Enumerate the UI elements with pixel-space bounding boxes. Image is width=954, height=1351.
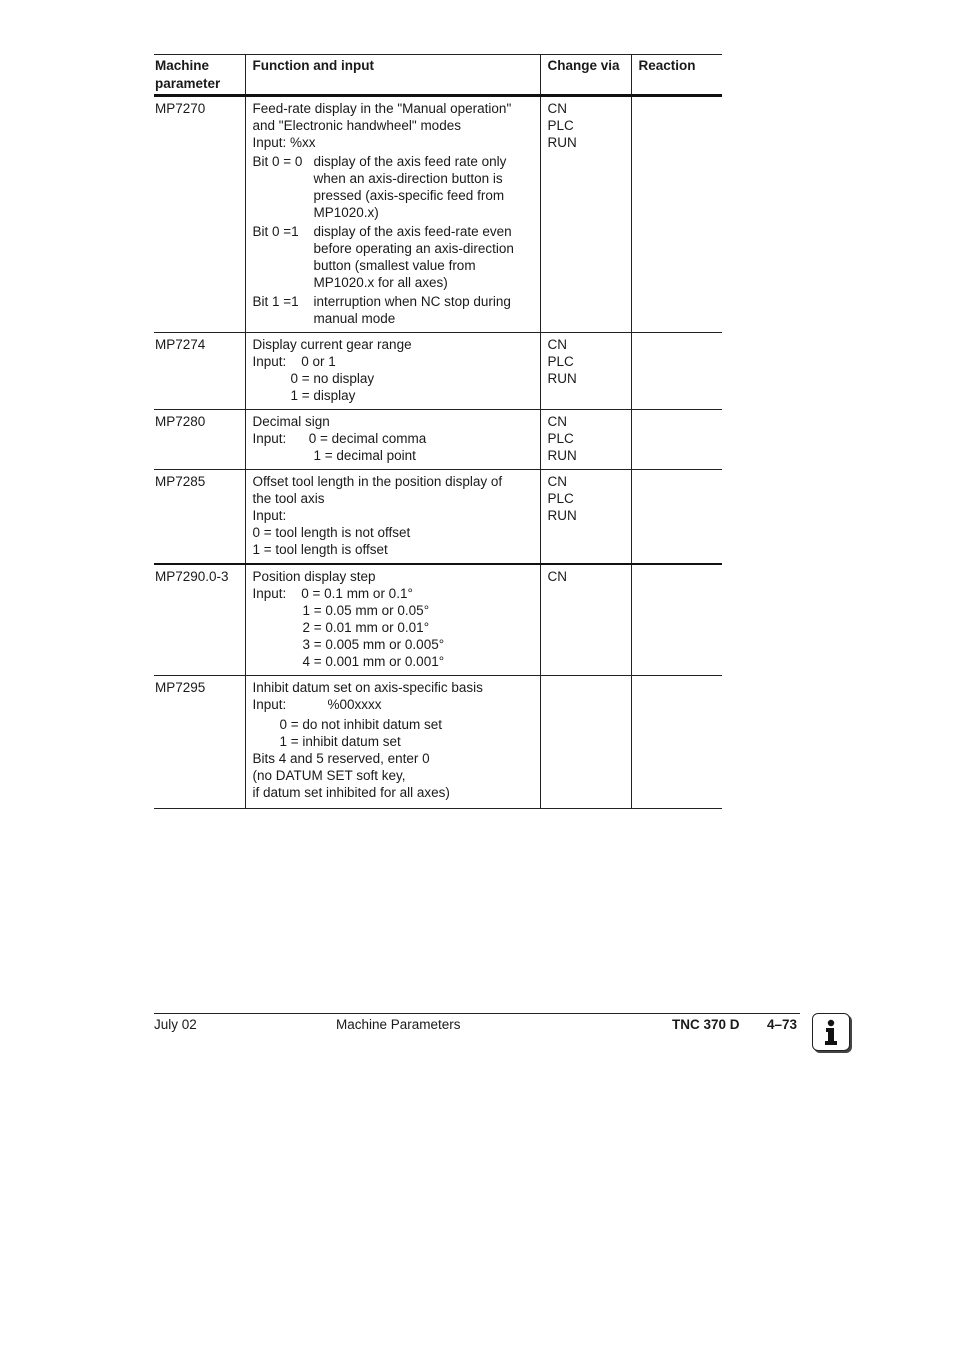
reaction-cell <box>631 564 722 676</box>
function-cell <box>245 333 540 410</box>
function-cell <box>245 470 540 565</box>
machine-parameter-table <box>154 54 722 809</box>
option-line: 0 = do not inhibit datum set <box>279 717 442 732</box>
function-line: Input: <box>252 508 287 523</box>
table-row <box>154 410 722 470</box>
footer-date: July 02 <box>154 1017 197 1032</box>
function-line: and "Electronic handwheel" modes <box>252 118 461 133</box>
function-line: (no DATUM SET soft key, <box>252 768 406 783</box>
change-via-value: CN <box>547 101 567 116</box>
bit-value: display of the axis feed rate only when an axis-direction button is pressed (axis-specific feed from MP1020.x) <box>313 154 507 220</box>
option-line: 1 = 0.05 mm or 0.05° <box>302 603 430 618</box>
parameter-id: MP7274 <box>154 333 245 410</box>
table-row <box>154 470 722 565</box>
header-machine-parameter: Machine parameter <box>154 55 245 96</box>
table-row <box>154 676 722 809</box>
bit-key: Bit 1 =1 <box>252 294 299 309</box>
change-via-value: RUN <box>547 371 577 386</box>
function-line: the tool axis <box>252 491 325 506</box>
table-row <box>154 564 722 676</box>
change-via-value: PLC <box>547 491 574 506</box>
header-change-via: Change via <box>540 55 631 96</box>
change-via-value: PLC <box>547 118 574 133</box>
reaction-cell <box>631 96 722 333</box>
function-line: Input: 0 = 0.1 mm or 0.1° <box>252 586 413 601</box>
table-header-row <box>154 55 722 96</box>
table-row <box>154 333 722 410</box>
option-line: 1 = display <box>290 388 356 403</box>
change-via-cell <box>540 564 631 676</box>
bit-definition <box>253 293 540 327</box>
option-line: 0 = no display <box>290 371 375 386</box>
change-via-value: CN <box>547 414 567 429</box>
change-via-value: PLC <box>547 431 574 446</box>
function-line: Input: 0 or 1 <box>252 354 336 369</box>
change-via-cell <box>540 470 631 565</box>
parameter-id: MP7270 <box>154 96 245 333</box>
function-line: Input: 0 = decimal comma <box>252 431 427 446</box>
change-via-value: CN <box>547 474 567 489</box>
function-line: if datum set inhibited for all axes) <box>252 785 450 800</box>
function-line: Position display step <box>252 569 376 584</box>
function-line: 0 = tool length is not offset <box>252 525 411 540</box>
bit-key: Bit 0 = 0 <box>252 154 303 169</box>
change-via-value: RUN <box>547 448 577 463</box>
table-row <box>154 96 722 333</box>
function-cell <box>245 564 540 676</box>
function-line: 1 = tool length is offset <box>252 542 388 557</box>
function-line: Input: %00xxxx <box>252 697 382 712</box>
bit-definition <box>253 153 540 221</box>
function-line: Feed-rate display in the "Manual operation" <box>252 101 512 116</box>
change-via-value: RUN <box>547 508 577 523</box>
function-line: Bits 4 and 5 reserved, enter 0 <box>252 751 430 766</box>
reaction-cell <box>631 333 722 410</box>
change-via-value: RUN <box>547 135 577 150</box>
option-line: 2 = 0.01 mm or 0.01° <box>302 620 430 635</box>
header-reaction: Reaction <box>631 55 722 96</box>
footer-section-title: Machine Parameters <box>336 1017 461 1032</box>
function-line: Display current gear range <box>252 337 412 352</box>
function-line: Decimal sign <box>252 414 330 429</box>
change-via-value: PLC <box>547 354 574 369</box>
info-icon <box>812 1013 850 1051</box>
footer-divider <box>154 1013 800 1014</box>
function-line: Input: %xx <box>252 135 316 150</box>
parameter-id: MP7285 <box>154 470 245 565</box>
function-line: Offset tool length in the position display of <box>252 474 503 489</box>
function-cell <box>245 676 540 809</box>
parameter-id: MP7280 <box>154 410 245 470</box>
function-line: Inhibit datum set on axis-specific basis <box>252 680 483 695</box>
option-line: 3 = 0.005 mm or 0.005° <box>302 637 445 652</box>
change-via-cell <box>540 410 631 470</box>
reaction-cell <box>631 676 722 809</box>
bit-key: Bit 0 =1 <box>252 224 299 239</box>
bit-value: interruption when NC stop during manual mode <box>313 294 511 326</box>
reaction-cell <box>631 410 722 470</box>
bit-value: display of the axis feed-rate even before operating an axis-direction button (smallest value from MP1020.x for all axes) <box>313 224 514 290</box>
parameter-id: MP7295 <box>154 676 245 809</box>
parameter-id: MP7290.0-3 <box>154 564 245 676</box>
footer-page-number: 4–73 <box>767 1017 798 1032</box>
change-via-cell <box>540 96 631 333</box>
option-line: 4 = 0.001 mm or 0.001° <box>302 654 445 669</box>
option-line: 1 = decimal point <box>313 448 416 463</box>
bit-definition <box>253 223 540 291</box>
change-via-value: CN <box>547 569 567 584</box>
footer-product: TNC 370 D <box>672 1017 740 1032</box>
change-via-value: CN <box>547 337 567 352</box>
change-via-cell <box>540 676 631 809</box>
function-cell <box>245 96 540 333</box>
change-via-cell <box>540 333 631 410</box>
header-function-and-input: Function and input <box>245 55 540 96</box>
option-line: 1 = inhibit datum set <box>279 734 401 749</box>
reaction-cell <box>631 470 722 565</box>
function-cell <box>245 410 540 470</box>
